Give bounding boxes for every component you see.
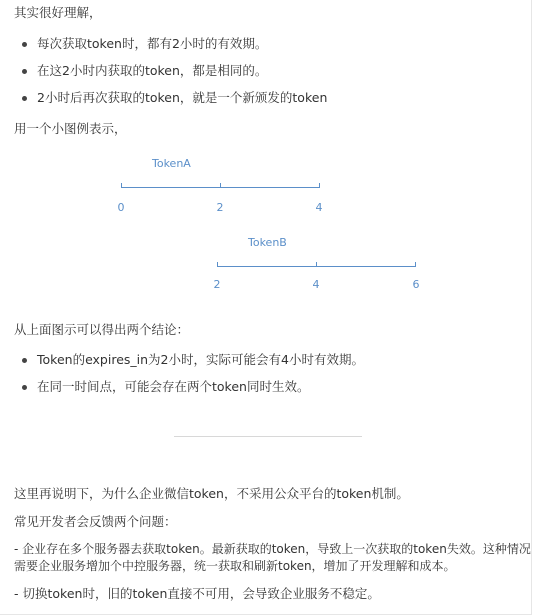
token-b-tick-label: 2 <box>213 278 221 291</box>
issue-2-text: - 切换token时，旧的token直接不可用，会导致企业服务不稳定。 <box>14 586 380 601</box>
list-item <box>22 61 267 79</box>
token-b-label: TokenB <box>248 236 287 249</box>
list-item-text: 每次获取token时，都有2小时的有效期。 <box>37 36 268 51</box>
feedback-intro-text: 常见开发者会反馈两个问题： <box>14 514 177 529</box>
list-item <box>22 34 267 52</box>
list-item <box>22 350 364 368</box>
explanation-text: 这里再说明下，为什么企业微信token，不采用公众平台的token机制。 <box>14 486 409 501</box>
list-item-text: 2小时后再次获取的token，就是一个新颁发的token <box>37 90 328 105</box>
diagram-intro-text: 用一个小图例表示， <box>14 121 127 136</box>
intro-text: 其实很好理解， <box>14 5 102 20</box>
bullet-icon <box>22 385 27 390</box>
list-item <box>22 377 309 395</box>
list-item <box>22 88 327 106</box>
section-divider <box>174 436 362 437</box>
token-a-tick-label: 2 <box>216 201 224 214</box>
issue-1-text-continued: 需要企业服务增加个中控服务器，统一获取和刷新token，增加了开发理解和成本。 <box>14 559 456 573</box>
issue-1-text: - 企业存在多个服务器去获取token。最新获取的token，导致上一次获取的token失效。这种情况 <box>14 542 531 556</box>
token-a-tick-label: 0 <box>117 201 125 214</box>
conclusion-intro-text: 从上面图示可以得出两个结论： <box>14 322 190 337</box>
bullet-icon <box>22 69 27 74</box>
token-timeline-diagram <box>0 150 533 300</box>
token-b-tick-label: 6 <box>412 278 420 291</box>
bullet-icon <box>22 96 27 101</box>
list-item-text: 在这2小时内获取的token，都是相同的。 <box>37 63 268 78</box>
list-item-text: 在同一时间点，可能会存在两个token同时生效。 <box>37 379 310 394</box>
token-b-tick-label: 4 <box>312 278 320 291</box>
token-a-tick-label: 4 <box>315 201 323 214</box>
bullet-icon <box>22 358 27 363</box>
list-item-text: Token的expires_in为2小时，实际可能会有4小时有效期。 <box>37 352 364 367</box>
token-a-label: TokenA <box>152 157 191 170</box>
bullet-icon <box>22 42 27 47</box>
